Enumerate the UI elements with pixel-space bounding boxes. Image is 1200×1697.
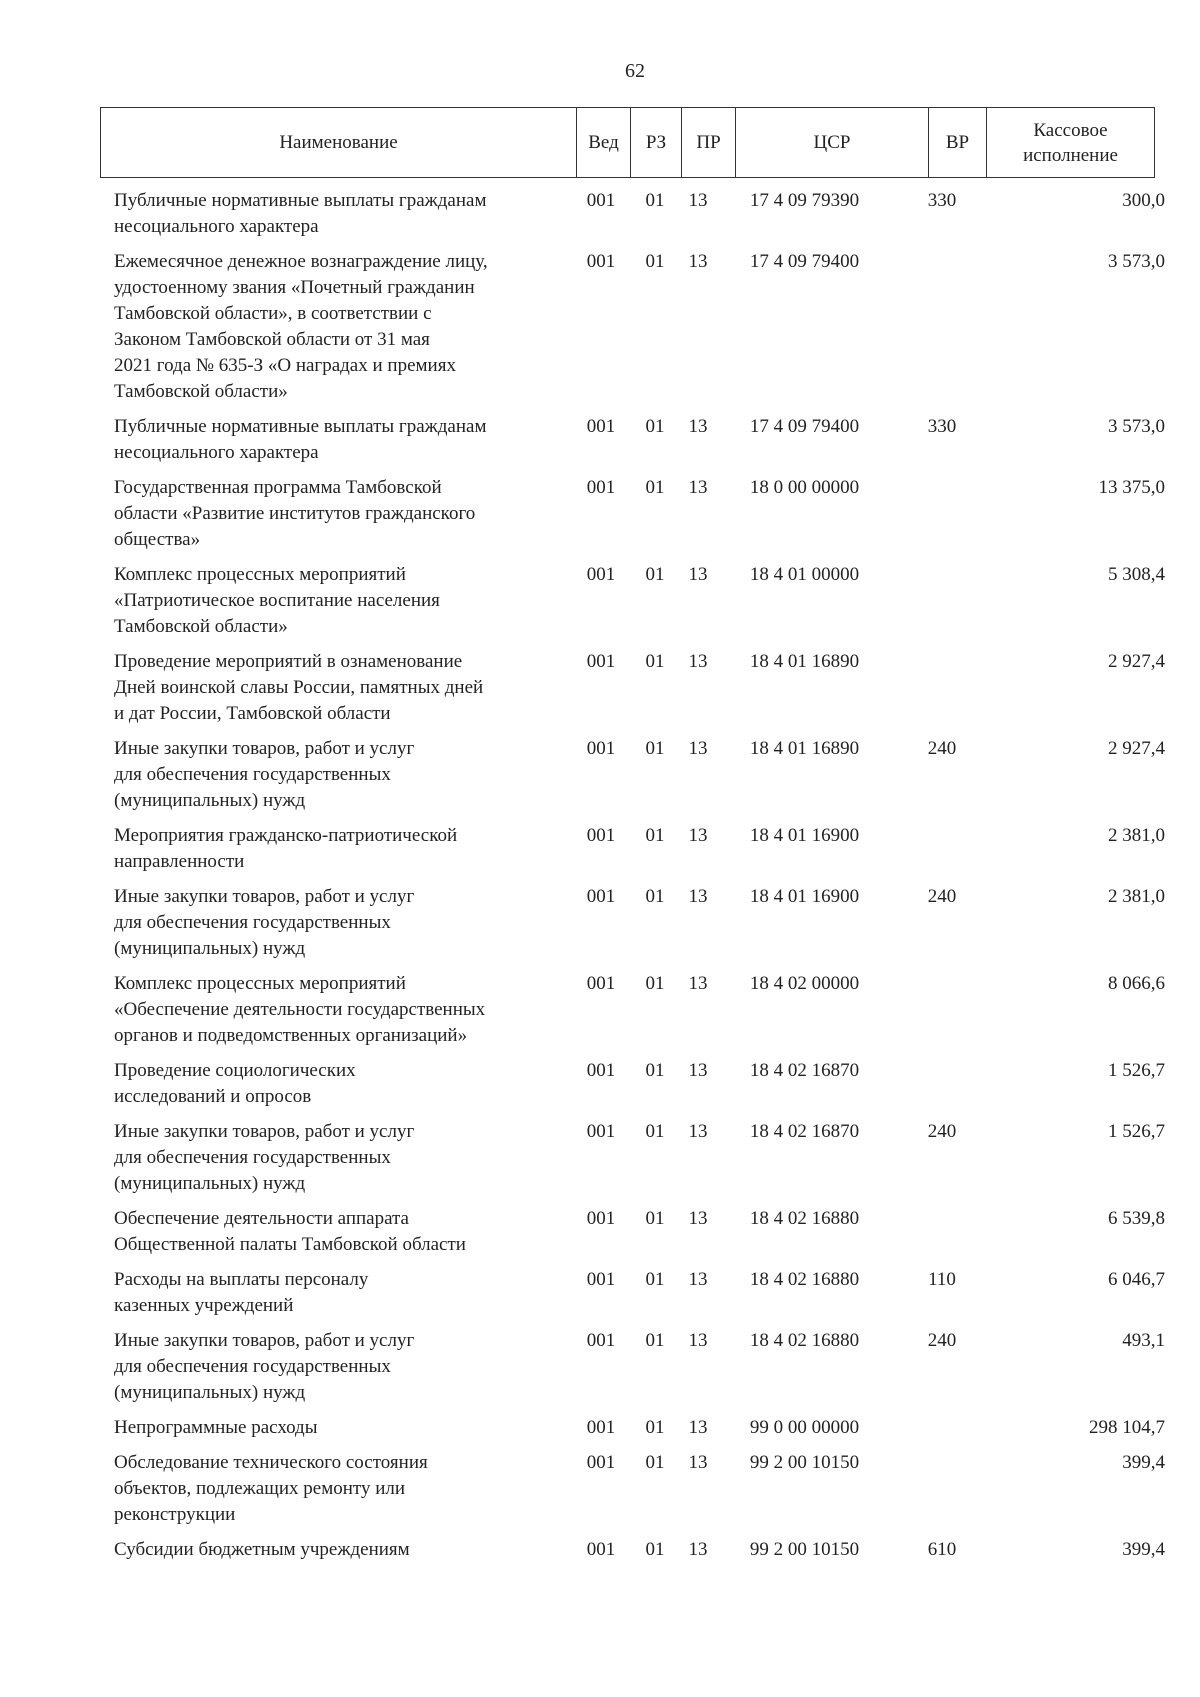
row-vr <box>911 249 973 405</box>
row-vr: 240 <box>927 886 957 907</box>
row-name-line: Иные закупки товаров, работ и услуг <box>114 1330 415 1351</box>
row-name-line: Тамбовской области» <box>114 381 288 402</box>
header-vr: ВР <box>929 108 987 177</box>
row-name-line: Проведение мероприятий в ознаменование <box>114 651 463 672</box>
row-rz: 01 <box>645 477 665 498</box>
table-row <box>100 1450 1175 1528</box>
row-name-line: Проведение социологических <box>114 1060 356 1081</box>
row-name-line: Публичные нормативные выплаты гражданам <box>114 416 487 437</box>
header-rz: РЗ <box>631 108 682 177</box>
row-ved: 001 <box>586 973 616 994</box>
row-ved: 001 <box>586 825 616 846</box>
table-row <box>100 249 1175 405</box>
table-row <box>100 1415 1175 1441</box>
row-vr: 330 <box>927 416 957 437</box>
row-name-line: Публичные нормативные выплаты гражданам <box>114 190 487 211</box>
row-amount: 8 066,6 <box>1108 973 1165 994</box>
row-csr: 18 4 02 16880 <box>749 1330 860 1351</box>
row-vr <box>911 971 973 1049</box>
row-vr <box>911 1058 973 1110</box>
header-amount-line1: Кассовое <box>1033 119 1108 141</box>
row-amount: 3 573,0 <box>1108 251 1165 272</box>
row-amount: 493,1 <box>1122 1330 1165 1351</box>
row-ved: 001 <box>586 477 616 498</box>
row-vr <box>911 1450 973 1528</box>
row-name-line: для обеспечения государственных <box>114 1147 391 1168</box>
row-pr: 13 <box>688 973 708 994</box>
row-pr: 13 <box>688 738 708 759</box>
row-rz: 01 <box>645 973 665 994</box>
row-name <box>100 188 570 240</box>
row-ved: 001 <box>586 1539 616 1560</box>
row-pr: 13 <box>688 1208 708 1229</box>
row-ved: 001 <box>586 1269 616 1290</box>
row-amount: 2 381,0 <box>1108 825 1165 846</box>
row-rz: 01 <box>645 825 665 846</box>
row-name-line: (муниципальных) нужд <box>114 1382 306 1403</box>
row-csr: 18 4 01 16890 <box>749 738 860 759</box>
row-ved: 001 <box>586 1060 616 1081</box>
row-amount: 2 927,4 <box>1108 651 1165 672</box>
row-name-line: Комплекс процессных мероприятий <box>114 564 406 585</box>
row-name-line: «Обеспечение деятельности государственных <box>114 999 486 1020</box>
row-pr: 13 <box>688 1417 708 1438</box>
row-rz: 01 <box>645 416 665 437</box>
row-name-line: несоциального характера <box>114 442 319 463</box>
table-body <box>100 188 1175 1572</box>
row-rz: 01 <box>645 1060 665 1081</box>
row-name-line: для обеспечения государственных <box>114 1356 391 1377</box>
row-ved: 001 <box>586 1330 616 1351</box>
row-ved: 001 <box>586 738 616 759</box>
row-name-line: Комплекс процессных мероприятий <box>114 973 406 994</box>
row-amount: 298 104,7 <box>1089 1417 1165 1438</box>
row-name-line: и дат России, Тамбовской области <box>114 703 391 724</box>
row-amount: 5 308,4 <box>1108 564 1165 585</box>
row-amount: 399,4 <box>1122 1539 1165 1560</box>
row-name <box>100 475 570 553</box>
row-amount: 1 526,7 <box>1108 1060 1165 1081</box>
row-name-line: Обследование технического состояния <box>114 1452 428 1473</box>
row-name-line: Ежемесячное денежное вознаграждение лицу, <box>114 251 488 272</box>
row-amount: 2 927,4 <box>1108 738 1165 759</box>
row-csr: 17 4 09 79400 <box>749 251 860 272</box>
row-ved: 001 <box>586 886 616 907</box>
row-csr: 18 0 00 00000 <box>749 477 860 498</box>
row-csr: 99 0 00 00000 <box>749 1417 860 1438</box>
row-name-line: (муниципальных) нужд <box>114 938 306 959</box>
row-ved: 001 <box>586 251 616 272</box>
row-ved: 001 <box>586 190 616 211</box>
row-vr <box>911 475 973 553</box>
header-ved: Вед <box>577 108 631 177</box>
row-vr: 240 <box>927 1121 957 1142</box>
row-ved: 001 <box>586 1452 616 1473</box>
header-csr: ЦСР <box>736 108 929 177</box>
row-ved: 001 <box>586 651 616 672</box>
row-name <box>100 1267 570 1319</box>
row-csr: 17 4 09 79400 <box>749 416 860 437</box>
row-rz: 01 <box>645 886 665 907</box>
header-amount-line2: исполнение <box>1023 144 1118 166</box>
header-pr: ПР <box>682 108 736 177</box>
row-name-line: Иные закупки товаров, работ и услуг <box>114 886 415 907</box>
row-csr: 18 4 02 00000 <box>749 973 860 994</box>
row-rz: 01 <box>645 1539 665 1560</box>
row-name-line: «Патриотическое воспитание населения <box>114 590 440 611</box>
row-name <box>100 884 570 962</box>
row-rz: 01 <box>645 564 665 585</box>
row-name-line: Субсидии бюджетным учреждениям <box>114 1539 410 1560</box>
row-name <box>100 1058 570 1110</box>
row-rz: 01 <box>645 1417 665 1438</box>
row-name <box>100 414 570 466</box>
row-pr: 13 <box>688 886 708 907</box>
table-row <box>100 475 1175 553</box>
table-row <box>100 1206 1175 1258</box>
row-name-line: несоциального характера <box>114 216 319 237</box>
row-csr: 18 4 02 16870 <box>749 1121 860 1142</box>
row-name <box>100 1537 570 1563</box>
row-name <box>100 1450 570 1528</box>
row-rz: 01 <box>645 1121 665 1142</box>
table-row <box>100 649 1175 727</box>
row-name <box>100 971 570 1049</box>
row-csr: 18 4 02 16880 <box>749 1208 860 1229</box>
row-amount: 2 381,0 <box>1108 886 1165 907</box>
row-csr: 18 4 01 00000 <box>749 564 860 585</box>
row-rz: 01 <box>645 1452 665 1473</box>
row-name <box>100 736 570 814</box>
row-csr: 18 4 02 16870 <box>749 1060 860 1081</box>
row-ved: 001 <box>586 1417 616 1438</box>
row-rz: 01 <box>645 738 665 759</box>
row-pr: 13 <box>688 1330 708 1351</box>
row-amount: 6 539,8 <box>1108 1208 1165 1229</box>
row-name-line: Непрограммные расходы <box>114 1417 318 1438</box>
row-name-line: (муниципальных) нужд <box>114 790 306 811</box>
row-name-line: Государственная программа Тамбовской <box>114 477 442 498</box>
row-csr: 18 4 02 16880 <box>749 1269 860 1290</box>
row-vr: 240 <box>927 1330 957 1351</box>
row-pr: 13 <box>688 825 708 846</box>
row-vr: 610 <box>927 1539 957 1560</box>
row-vr: 110 <box>928 1269 956 1290</box>
row-csr: 18 4 01 16900 <box>749 825 860 846</box>
row-name-line: общества» <box>114 529 201 550</box>
table-row <box>100 1537 1175 1563</box>
table-row <box>100 736 1175 814</box>
table-row <box>100 884 1175 962</box>
table-row <box>100 1058 1175 1110</box>
row-name-line: для обеспечения государственных <box>114 764 391 785</box>
row-csr: 99 2 00 10150 <box>749 1539 860 1560</box>
row-rz: 01 <box>645 1269 665 1290</box>
row-amount: 6 046,7 <box>1108 1269 1165 1290</box>
row-name-line: для обеспечения государственных <box>114 912 391 933</box>
row-vr <box>911 823 973 875</box>
row-name-line: Расходы на выплаты персоналу <box>114 1269 369 1290</box>
row-vr <box>911 649 973 727</box>
row-rz: 01 <box>645 651 665 672</box>
row-ved: 001 <box>586 564 616 585</box>
header-amount <box>987 108 1154 177</box>
row-amount: 399,4 <box>1122 1452 1165 1473</box>
row-name <box>100 1119 570 1197</box>
table-row <box>100 1119 1175 1197</box>
row-amount: 1 526,7 <box>1108 1121 1165 1142</box>
row-name <box>100 1415 570 1441</box>
table-row <box>100 414 1175 466</box>
row-vr: 240 <box>927 738 957 759</box>
row-name <box>100 823 570 875</box>
row-pr: 13 <box>688 651 708 672</box>
row-name-line: (муниципальных) нужд <box>114 1173 306 1194</box>
row-ved: 001 <box>586 1208 616 1229</box>
row-pr: 13 <box>688 416 708 437</box>
table-row <box>100 1267 1175 1319</box>
row-amount: 13 375,0 <box>1098 477 1165 498</box>
row-name-line: объектов, подлежащих ремонту или <box>114 1478 406 1499</box>
row-name-line: Иные закупки товаров, работ и услуг <box>114 738 415 759</box>
row-csr: 17 4 09 79390 <box>749 190 860 211</box>
row-amount: 300,0 <box>1122 190 1165 211</box>
row-name <box>100 562 570 640</box>
row-pr: 13 <box>688 1121 708 1142</box>
row-ved: 001 <box>586 1121 616 1142</box>
row-name-line: 2021 года № 635-З «О наградах и премиях <box>114 355 456 376</box>
table-header <box>100 107 1155 178</box>
row-name-line: реконструкции <box>114 1504 236 1525</box>
row-name-line: Обеспечение деятельности аппарата <box>114 1208 409 1229</box>
row-rz: 01 <box>645 1330 665 1351</box>
row-rz: 01 <box>645 190 665 211</box>
row-pr: 13 <box>688 1060 708 1081</box>
row-name-line: направленности <box>114 851 245 872</box>
row-vr <box>911 1206 973 1258</box>
row-name-line: исследований и опросов <box>114 1086 312 1107</box>
row-pr: 13 <box>688 190 708 211</box>
row-csr: 18 4 01 16890 <box>749 651 860 672</box>
row-rz: 01 <box>645 251 665 272</box>
table-row <box>100 971 1175 1049</box>
row-pr: 13 <box>688 1539 708 1560</box>
row-name-line: Мероприятия гражданско-патриотической <box>114 825 458 846</box>
row-name-line: Законом Тамбовской области от 31 мая <box>114 329 430 350</box>
row-vr: 330 <box>927 190 957 211</box>
page-number: 62 <box>625 60 645 82</box>
row-pr: 13 <box>688 477 708 498</box>
row-name-line: области «Развитие институтов гражданского <box>114 503 476 524</box>
row-name-line: Тамбовской области», в соответствии с <box>114 303 432 324</box>
row-ved: 001 <box>586 416 616 437</box>
row-name-line: Тамбовской области» <box>114 616 288 637</box>
row-pr: 13 <box>688 1452 708 1473</box>
row-name-line: Общественной палаты Тамбовской области <box>114 1234 466 1255</box>
row-pr: 13 <box>688 1269 708 1290</box>
row-amount: 3 573,0 <box>1108 416 1165 437</box>
table-row <box>100 562 1175 640</box>
table-row <box>100 188 1175 240</box>
row-pr: 13 <box>688 251 708 272</box>
row-name-line: органов и подведомственных организаций» <box>114 1025 468 1046</box>
row-name-line: Дней воинской славы России, памятных дней <box>114 677 484 698</box>
row-vr <box>911 1415 973 1441</box>
row-rz: 01 <box>645 1208 665 1229</box>
header-name: Наименование <box>101 108 577 177</box>
row-name <box>100 249 570 405</box>
row-vr <box>911 562 973 640</box>
table-row <box>100 1328 1175 1406</box>
row-name-line: Иные закупки товаров, работ и услуг <box>114 1121 415 1142</box>
row-pr: 13 <box>688 564 708 585</box>
row-name <box>100 1328 570 1406</box>
row-name <box>100 1206 570 1258</box>
row-name-line: казенных учреждений <box>114 1295 294 1316</box>
row-csr: 99 2 00 10150 <box>749 1452 860 1473</box>
row-csr: 18 4 01 16900 <box>749 886 860 907</box>
row-name <box>100 649 570 727</box>
row-name-line: удостоенному звания «Почетный гражданин <box>114 277 475 298</box>
table-row <box>100 823 1175 875</box>
